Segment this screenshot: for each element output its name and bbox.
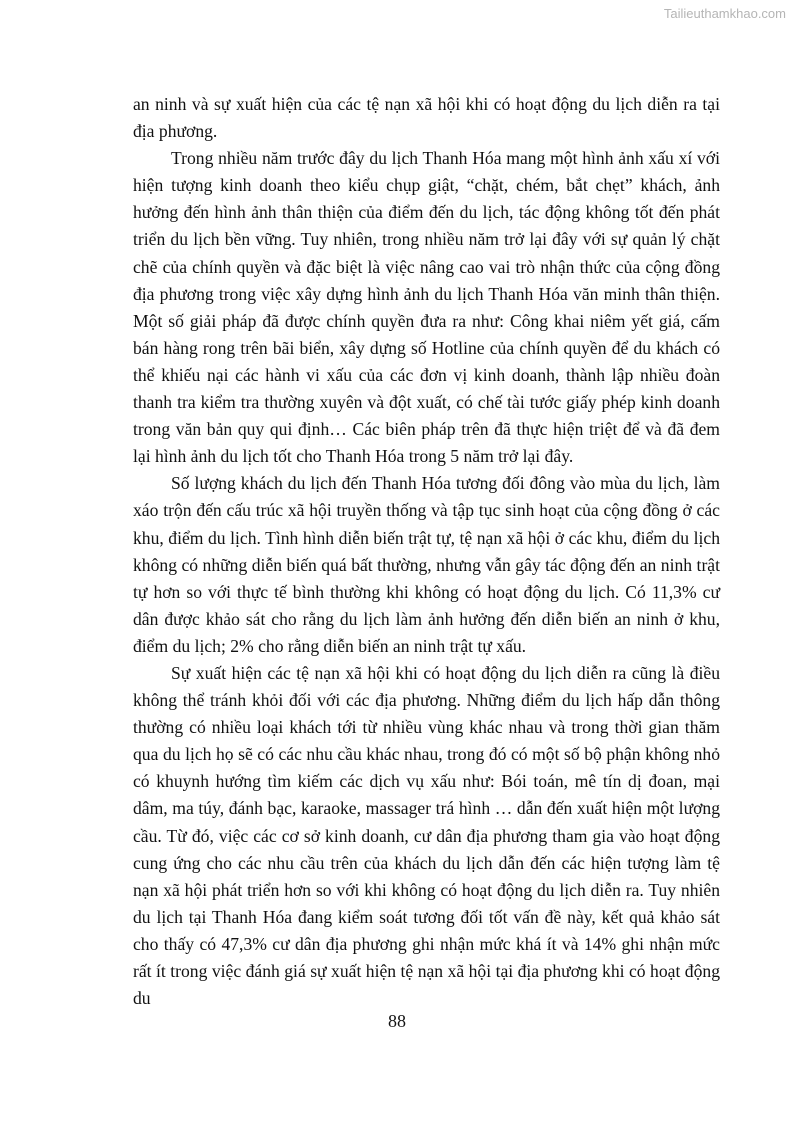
paragraph: Trong nhiều năm trước đây du lịch Thanh Hóa mang một hình ảnh xấu xí với hiện tượng kinh doanh theo kiểu chụp giật, “chặt, chém, bắt chẹt” khách, ảnh hưởng đến hình ảnh thân thiện của điểm đến du lịch, tác động không tốt đến phát triển du lịch bền vững. Tuy nhiên, trong nhiều năm trở lại đây với sự quản lý chặt chẽ của chính quyền và đặc biệt là việc nâng cao vai trò nhận thức của cộng đồng địa phương trong việc xây dựng hình ảnh du lịch Thanh Hóa văn minh thân thiện. Một số giải pháp đã được chính quyền đưa ra như: Công khai niêm yết giá, cấm bán hàng rong trên bãi biển, xây dựng số Hotline của chính quyền để du khách có thể khiếu nại các hành vi xấu của các đơn vị kinh doanh, thành lập nhiều đoàn thanh tra kiểm tra thường xuyên và đột xuất, có chế tài tước giấy phép kinh doanh trong văn bản quy qui định… Các biên pháp trên đã thực hiện triệt để và đã đem lại hình ảnh du lịch tốt cho Thanh Hóa trong 5 năm trở lại đây. xyxy=(133,148,720,467)
paragraph: Số lượng khách du lịch đến Thanh Hóa tương đối đông vào mùa du lịch, làm xáo trộn đến cấu trúc xã hội truyền thống và tập tục sinh hoạt của cộng đồng ở các khu, điểm du lịch. Tình hình diễn biến trật tự, tệ nạn xã hội ở các khu, điểm du lịch không có những diễn biến quá bất thường, nhưng vẫn gây tác động đến an ninh trật tự hơn so với thực tế bình thường khi không có hoạt động du lịch. Có 11,3% cư dân được khảo sát cho rằng du lịch làm ảnh hưởng đến diễn biến an ninh ở khu, điểm du lịch; 2% cho rằng diễn biến an ninh trật tự xấu. xyxy=(133,473,720,656)
page-number: 88 xyxy=(388,1011,406,1031)
document-body xyxy=(133,91,720,1012)
watermark: Tailieuthamkhao.com xyxy=(663,6,786,21)
paragraph: Sự xuất hiện các tệ nạn xã hội khi có hoạt động du lịch diễn ra cũng là điều không thể tránh khỏi đối với các địa phương. Những điểm du lịch hấp dẫn thông thường có nhiều loại khách tới từ nhiều vùng khác nhau và trong thời gian thăm qua du lịch họ sẽ có các nhu cầu khác nhau, trong đó có một số bộ phận không nhỏ có khuynh hướng tìm kiếm các dịch vụ xấu như: Bói toán, mê tín dị đoan, mại dâm, ma túy, đánh bạc, karaoke, massager trá hình … dẫn đến xuất hiện một lượng cầu. Từ đó, việc các cơ sở kinh doanh, cư dân địa phương tham gia vào hoạt động cung ứng cho các nhu cầu trên của khách du lịch dẫn đến các hiện tượng làm tệ nạn xã hội phát triển hơn so với khi không có hoạt động du lịch diễn ra. Tuy nhiên du lịch tại Thanh Hóa đang kiểm soát tương đối tốt vấn đề này, kết quả khảo sát cho thấy có 47,3% cư dân địa phương ghi nhận mức khá ít và 14% ghi nhận mức rất ít trong việc đánh giá sự xuất hiện tệ nạn xã hội tại địa phương khi có hoạt động du xyxy=(133,662,720,1009)
paragraph-continuation: an ninh và sự xuất hiện của các tệ nạn xã hội khi có hoạt động du lịch diễn ra tại địa phương. xyxy=(133,94,720,142)
